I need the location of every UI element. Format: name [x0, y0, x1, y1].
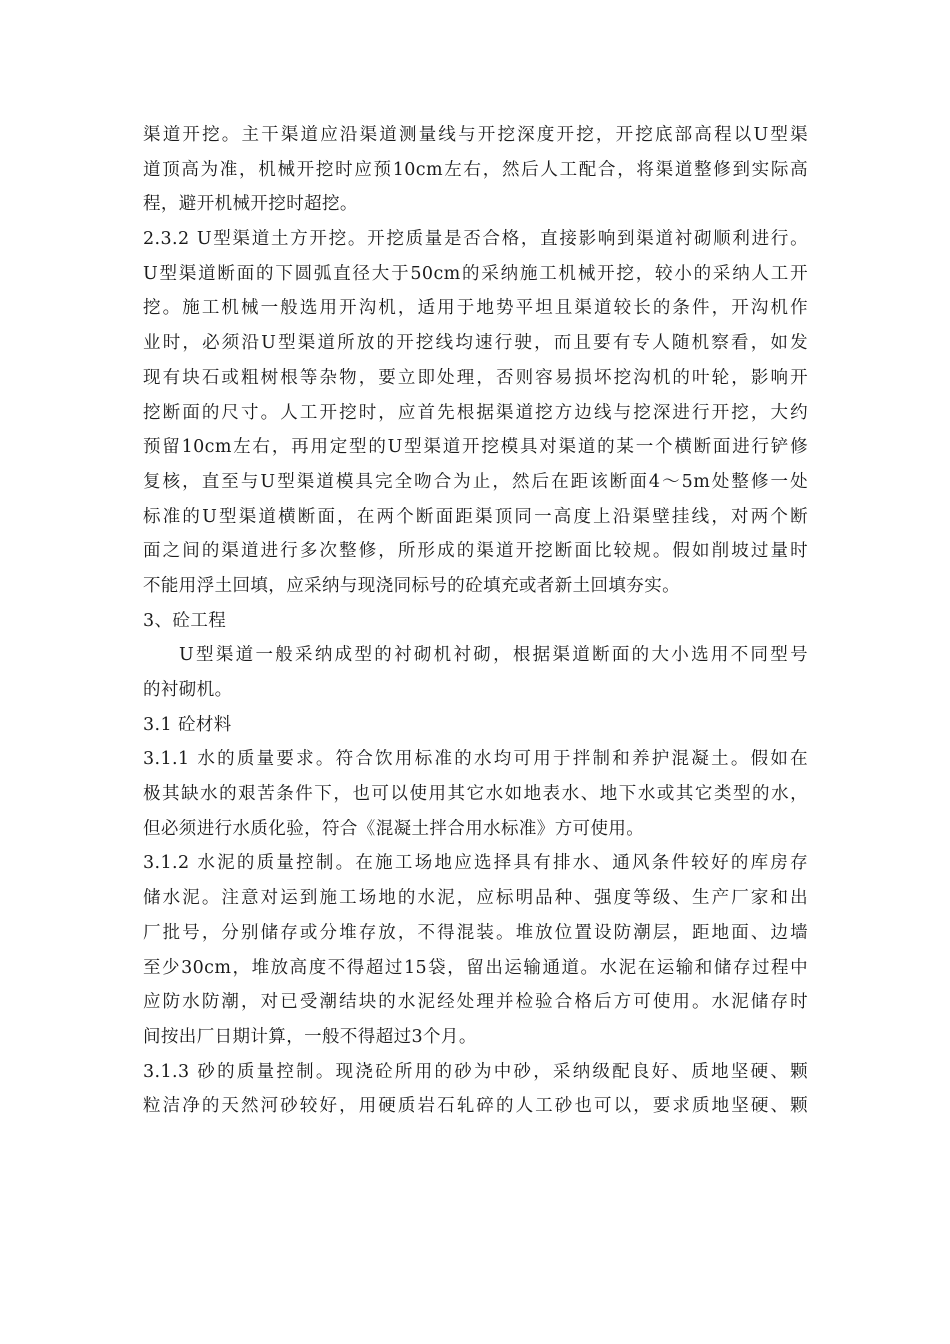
text-line: 挖断面的尺寸。人工开挖时，应首先根据渠道挖方边线与挖深进行开挖，大约 [143, 402, 808, 423]
text-line: 程，避开机械开挖时超挖。 [143, 194, 358, 215]
body-text [143, 118, 808, 1124]
text-line: 预留10cm左右，再用定型的U型渠道开挖模具对渠道的某一个横断面进行铲修 [143, 437, 808, 458]
text-line: U型渠道断面的下圆弧直径大于50cm的采纳施工机械开挖，较小的采纳人工开 [143, 263, 808, 284]
text-line: 复核，直至与U型渠道模具完全吻合为止，然后在距该断面4～5m处整修一处 [143, 471, 808, 492]
text-line: 应防水防潮，对已受潮结块的水泥经处理并检验合格后方可使用。水泥储存时 [143, 992, 808, 1013]
text-line: 储水泥。注意对运到施工场地的水泥，应标明品种、强度等级、生产厂家和出 [143, 888, 808, 909]
text-line: 道顶高为准，机械开挖时应预10cm左右，然后人工配合，将渠道整修到实际高 [143, 159, 808, 180]
text-line: 不能用浮土回填，应采纳与现浇同标号的砼填充或者新土回填夯实。 [143, 575, 680, 596]
paragraph-first-line: U型渠道一般采纳成型的衬砌机衬砌，根据渠道断面的大小选用不同型号 [179, 645, 808, 666]
text-line: 面之间的渠道进行多次整修，所形成的渠道开挖断面比较规。假如削坡过量时 [143, 541, 808, 562]
text-line: 渠道开挖。主干渠道应沿渠道测量线与开挖深度开挖，开挖底部高程以U型渠 [143, 125, 808, 145]
section-3-1-heading: 3.1 砼材料 [143, 714, 232, 735]
text-line: 至少30cm，堆放高度不得超过15袋，留出运输通道。水泥在运输和储存过程中 [143, 957, 808, 978]
text-line: 但必须进行水质化验，符合《混凝土拌合用水标准》方可使用。 [143, 818, 645, 839]
section-3-1-2-line: 3.1.2 水泥的质量控制。在施工场地应选择具有排水、通风条件较好的库房存 [143, 853, 808, 874]
section-3-1-1-line: 3.1.1 水的质量要求。符合饮用标准的水均可用于拌制和养护混凝土。假如在 [143, 749, 808, 770]
text-line: 现有块石或粗树根等杂物，要立即处理，否则容易损坏挖沟机的叶轮，影响开 [143, 367, 808, 388]
section-3-1-3-line: 3.1.3 砂的质量控制。现浇砼所用的砂为中砂，采纳级配良好、质地坚硬、颗 [143, 1061, 808, 1082]
text-line: 标准的U型渠道横断面，在两个断面距渠顶同一高度上沿渠壁挂线，对两个断 [143, 506, 808, 527]
text-line: 挖。施工机械一般选用开沟机，适用于地势平坦且渠道较长的条件，开沟机作 [143, 298, 808, 319]
text-line: 极其缺水的艰苦条件下，也可以使用其它水如地表水、地下水或其它类型的水， [143, 784, 808, 805]
text-line: 业时，必须沿U型渠道所放的开挖线均速行驶，而且要有专人随机察看，如发 [143, 333, 808, 354]
section-3-heading: 3、砼工程 [143, 610, 227, 631]
text-line: 间按出厂日期计算，一般不得超过3个月。 [143, 1026, 477, 1047]
text-line: 的衬砌机。 [143, 680, 233, 700]
text-line: 粒洁净的天然河砂较好，用硬质岩石轧碎的人工砂也可以，要求质地坚硬、颗 [143, 1096, 808, 1117]
section-2-3-2-heading-line: 2.3.2 U型渠道土方开挖。开挖质量是否合格，直接影响到渠道衬砌顺利进行。 [143, 229, 808, 250]
text-line: 厂批号，分别储存或分堆存放，不得混装。堆放位置设防潮层，距地面、边墙 [143, 922, 808, 943]
